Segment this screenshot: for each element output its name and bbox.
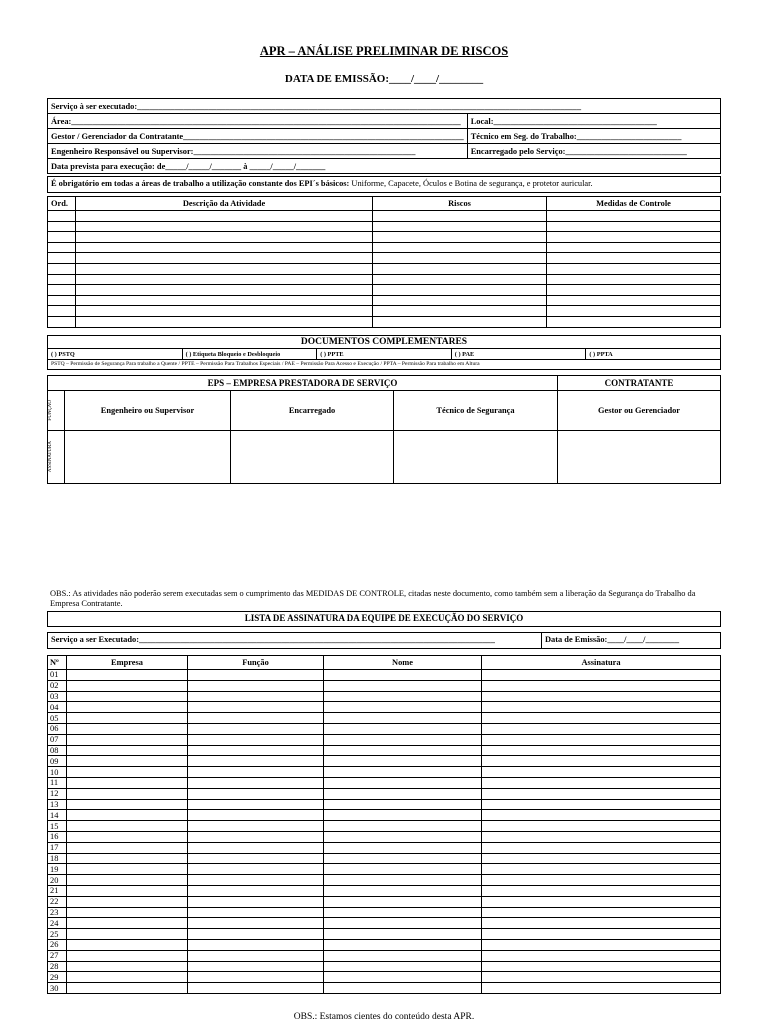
team-row-number: 22 — [48, 896, 67, 907]
manager-field[interactable]: Gestor / Gerenciador da Contratante___________________________________________________________________ — [48, 129, 468, 144]
doc-option-ppta[interactable]: ( ) PPTA — [589, 351, 613, 358]
team-cell[interactable] — [188, 929, 324, 940]
activity-cell[interactable] — [373, 211, 547, 222]
team-row-number: 20 — [48, 875, 67, 886]
area-field[interactable]: Área:_____________________________________________________________________________________________ — [48, 114, 468, 129]
activity-cell[interactable] — [373, 285, 547, 296]
team-cell[interactable] — [188, 734, 324, 745]
safety-tech-field[interactable]: Técnico em Seg. do Trabalho:_________________________ — [467, 129, 720, 144]
team-cell[interactable] — [324, 929, 482, 940]
signature-engineer[interactable] — [65, 431, 231, 484]
activity-cell[interactable] — [76, 242, 373, 253]
activity-cell[interactable] — [76, 221, 373, 232]
team-cell[interactable] — [67, 950, 188, 961]
team-row — [48, 702, 721, 713]
activity-cell[interactable] — [76, 211, 373, 222]
header-table — [47, 98, 721, 174]
activity-cell[interactable] — [547, 221, 721, 232]
col-number: Nº — [48, 656, 67, 670]
team-cell[interactable] — [188, 745, 324, 756]
team-row — [48, 831, 721, 842]
team-row-number: 21 — [48, 885, 67, 896]
activity-cell[interactable] — [76, 253, 373, 264]
local-field[interactable]: Local:_______________________________________ — [467, 114, 720, 129]
team-cell[interactable] — [188, 864, 324, 875]
team-row — [48, 723, 721, 734]
team-cell[interactable] — [188, 983, 324, 994]
team-cell[interactable] — [482, 972, 721, 983]
funcao-label: FUNÇÃO — [48, 400, 53, 421]
activity-cell[interactable] — [48, 221, 76, 232]
activity-row — [48, 295, 721, 306]
team-cell[interactable] — [188, 691, 324, 702]
team-cell[interactable] — [67, 907, 188, 918]
team-cell[interactable] — [482, 907, 721, 918]
team-cell[interactable] — [67, 767, 188, 778]
activity-row — [48, 274, 721, 285]
team-cell[interactable] — [67, 734, 188, 745]
team-row — [48, 745, 721, 756]
team-cell[interactable] — [67, 788, 188, 799]
team-cell[interactable] — [324, 777, 482, 788]
activity-row — [48, 316, 721, 327]
team-row — [48, 918, 721, 929]
team-row — [48, 853, 721, 864]
col-ord: Ord. — [48, 197, 76, 211]
team-row — [48, 875, 721, 886]
team-row — [48, 799, 721, 810]
team-row — [48, 972, 721, 983]
team-cell[interactable] — [188, 950, 324, 961]
team-cell[interactable] — [188, 831, 324, 842]
role-safety-tech: Técnico de Segurança — [394, 391, 558, 431]
team-cell[interactable] — [324, 767, 482, 778]
team-row — [48, 680, 721, 691]
team-cell[interactable] — [67, 885, 188, 896]
team-row — [48, 950, 721, 961]
team-row-number: 10 — [48, 767, 67, 778]
team-cell[interactable] — [67, 939, 188, 950]
team-cell[interactable] — [324, 745, 482, 756]
role-foreman: Encarregado — [231, 391, 394, 431]
col-function: Função — [188, 656, 324, 670]
team-cell[interactable] — [324, 853, 482, 864]
team-cell[interactable] — [324, 842, 482, 853]
team-row-number: 16 — [48, 831, 67, 842]
team-cell[interactable] — [482, 831, 721, 842]
team-row — [48, 713, 721, 724]
doc-option-ppte[interactable]: ( ) PPTE — [317, 349, 452, 359]
activity-cell[interactable] — [48, 306, 76, 317]
team-list-title: LISTA DE ASSINATURA DA EQUIPE DE EXECUÇÃO DO SERVIÇO — [47, 611, 721, 627]
team-cell[interactable] — [67, 680, 188, 691]
team-cell[interactable] — [188, 875, 324, 886]
team-cell[interactable] — [324, 713, 482, 724]
team-cell[interactable] — [482, 918, 721, 929]
activity-cell[interactable] — [48, 242, 76, 253]
activity-cell[interactable] — [547, 295, 721, 306]
col-name: Nome — [324, 656, 482, 670]
doc-option-pae[interactable]: ( ) PAE — [452, 349, 587, 359]
activity-cell[interactable] — [76, 263, 373, 274]
team-cell[interactable] — [482, 680, 721, 691]
team-cell[interactable] — [67, 713, 188, 724]
col-description: Descrição da Atividade — [76, 197, 373, 211]
team-cell[interactable] — [324, 734, 482, 745]
team-cell[interactable] — [188, 853, 324, 864]
team-cell[interactable] — [324, 864, 482, 875]
activity-cell[interactable] — [48, 253, 76, 264]
team-cell[interactable] — [188, 680, 324, 691]
contratante-title: CONTRATANTE — [558, 376, 721, 391]
team-cell[interactable] — [482, 864, 721, 875]
team-cell[interactable] — [67, 799, 188, 810]
team-row — [48, 788, 721, 799]
team-table — [47, 655, 721, 994]
team-cell[interactable] — [482, 670, 721, 681]
team-cell[interactable] — [324, 799, 482, 810]
activity-cell[interactable] — [373, 242, 547, 253]
team-cell[interactable] — [67, 745, 188, 756]
team-cell[interactable] — [324, 680, 482, 691]
team-date-field[interactable]: Data de Emissão:____/____/________ — [545, 635, 679, 644]
planned-date-field[interactable]: Data prevista para execução: de_____/_____/_______ à _____/_____/_______ — [48, 159, 721, 174]
team-cell[interactable] — [67, 723, 188, 734]
team-cell[interactable] — [188, 821, 324, 832]
team-cell[interactable] — [188, 767, 324, 778]
team-cell[interactable] — [67, 670, 188, 681]
activity-row — [48, 285, 721, 296]
team-cell[interactable] — [482, 853, 721, 864]
team-row-number: 26 — [48, 939, 67, 950]
activity-cell[interactable] — [48, 232, 76, 243]
team-row-number: 06 — [48, 723, 67, 734]
team-cell[interactable] — [67, 821, 188, 832]
activity-cell[interactable] — [373, 306, 547, 317]
activity-cell[interactable] — [373, 316, 547, 327]
team-cell[interactable] — [482, 929, 721, 940]
activity-cell[interactable] — [48, 285, 76, 296]
team-cell[interactable] — [67, 702, 188, 713]
documents-title: DOCUMENTOS COMPLEMENTARES — [48, 336, 720, 349]
team-row-number: 09 — [48, 756, 67, 767]
activity-cell[interactable] — [547, 263, 721, 274]
activity-cell[interactable] — [76, 306, 373, 317]
activity-cell[interactable] — [547, 232, 721, 243]
team-row-number: 05 — [48, 713, 67, 724]
team-row — [48, 777, 721, 788]
activity-row — [48, 211, 721, 222]
activity-cell[interactable] — [48, 263, 76, 274]
team-row — [48, 767, 721, 778]
team-cell[interactable] — [188, 702, 324, 713]
team-row — [48, 885, 721, 896]
team-cell[interactable] — [188, 907, 324, 918]
team-row-number: 15 — [48, 821, 67, 832]
team-cell[interactable] — [482, 745, 721, 756]
team-cell[interactable] — [324, 896, 482, 907]
team-row-number: 24 — [48, 918, 67, 929]
team-cell[interactable] — [324, 961, 482, 972]
activity-cell[interactable] — [48, 295, 76, 306]
service-field[interactable]: Serviço à ser executado:__________________________________________________________________________________________________________ — [48, 99, 721, 114]
activity-cell[interactable] — [373, 295, 547, 306]
activity-cell[interactable] — [48, 211, 76, 222]
team-row — [48, 907, 721, 918]
team-row — [48, 896, 721, 907]
team-cell[interactable] — [188, 939, 324, 950]
doc-option-lockout[interactable]: ( ) Etiqueta Bloqueio e Desbloqueio — [183, 349, 318, 359]
team-cell[interactable] — [482, 713, 721, 724]
role-engineer: Engenheiro ou Supervisor — [65, 391, 231, 431]
team-cell[interactable] — [324, 756, 482, 767]
team-cell[interactable] — [482, 983, 721, 994]
team-cell[interactable] — [188, 842, 324, 853]
team-cell[interactable] — [324, 670, 482, 681]
epi-notice: É obrigatório em todas a áreas de trabalho a utilização constante dos EPI´s básicos: Uniforme, Capacete, Óculos e Botina de segurança, e protetor auricular. — [47, 176, 721, 193]
team-cell[interactable] — [482, 788, 721, 799]
activity-cell[interactable] — [373, 232, 547, 243]
team-cell[interactable] — [67, 875, 188, 886]
role-manager: Gestor ou Gerenciador — [558, 391, 721, 431]
team-cell[interactable] — [188, 777, 324, 788]
team-row — [48, 691, 721, 702]
signature-manager[interactable] — [558, 431, 721, 484]
team-cell[interactable] — [324, 723, 482, 734]
activity-cell[interactable] — [547, 253, 721, 264]
team-cell[interactable] — [482, 756, 721, 767]
team-cell[interactable] — [188, 896, 324, 907]
team-cell[interactable] — [324, 702, 482, 713]
col-company: Empresa — [67, 656, 188, 670]
team-cell[interactable] — [482, 723, 721, 734]
activities-table — [47, 196, 721, 328]
team-row-number: 08 — [48, 745, 67, 756]
team-cell[interactable] — [324, 972, 482, 983]
team-cell[interactable] — [67, 864, 188, 875]
team-cell[interactable] — [324, 939, 482, 950]
team-cell[interactable] — [482, 842, 721, 853]
team-cell[interactable] — [188, 885, 324, 896]
activity-cell[interactable] — [76, 285, 373, 296]
team-cell[interactable] — [188, 723, 324, 734]
eps-title: EPS – EMPRESA PRESTADORA DE SERVIÇO — [48, 376, 558, 391]
team-cell[interactable] — [482, 767, 721, 778]
team-cell[interactable] — [67, 896, 188, 907]
col-signature: Assinatura — [482, 656, 721, 670]
team-cell[interactable] — [188, 799, 324, 810]
activity-cell[interactable] — [373, 274, 547, 285]
team-row-number: 12 — [48, 788, 67, 799]
activity-row — [48, 253, 721, 264]
activity-row — [48, 232, 721, 243]
team-cell[interactable] — [67, 972, 188, 983]
team-row-number: 14 — [48, 810, 67, 821]
team-cell[interactable] — [188, 918, 324, 929]
team-cell[interactable] — [482, 691, 721, 702]
team-cell[interactable] — [67, 777, 188, 788]
team-cell[interactable] — [482, 702, 721, 713]
activity-cell[interactable] — [547, 306, 721, 317]
team-cell[interactable] — [188, 961, 324, 972]
team-cell[interactable] — [482, 939, 721, 950]
activity-cell[interactable] — [373, 263, 547, 274]
team-row — [48, 961, 721, 972]
activity-row — [48, 221, 721, 232]
team-cell[interactable] — [324, 885, 482, 896]
team-row-number: 01 — [48, 670, 67, 681]
activity-cell[interactable] — [76, 316, 373, 327]
team-cell[interactable] — [188, 972, 324, 983]
activity-cell[interactable] — [547, 285, 721, 296]
team-row-number: 28 — [48, 961, 67, 972]
activity-cell[interactable] — [76, 232, 373, 243]
team-cell[interactable] — [482, 810, 721, 821]
col-controls: Medidas de Controle — [547, 197, 721, 211]
activity-cell[interactable] — [373, 253, 547, 264]
team-row — [48, 929, 721, 940]
team-cell[interactable] — [482, 875, 721, 886]
team-cell[interactable] — [324, 810, 482, 821]
team-cell[interactable] — [324, 875, 482, 886]
team-row-number: 19 — [48, 864, 67, 875]
activity-cell[interactable] — [547, 211, 721, 222]
team-cell[interactable] — [67, 853, 188, 864]
team-cell[interactable] — [67, 831, 188, 842]
team-row-number: 30 — [48, 983, 67, 994]
engineer-field[interactable]: Engenheiro Responsável ou Supervisor:_____________________________________________________ — [48, 144, 468, 159]
team-cell[interactable] — [324, 831, 482, 842]
team-cell[interactable] — [188, 810, 324, 821]
team-cell[interactable] — [67, 929, 188, 940]
complementary-documents — [47, 335, 721, 370]
team-row — [48, 734, 721, 745]
team-cell[interactable] — [482, 950, 721, 961]
emission-date: DATA DE EMISSÃO:____/____/________ — [284, 73, 484, 85]
assinatura-label: ASSINATURA — [48, 441, 53, 473]
team-cell[interactable] — [67, 842, 188, 853]
activity-row — [48, 263, 721, 274]
team-row — [48, 983, 721, 994]
team-cell[interactable] — [324, 691, 482, 702]
page-title: APR – ANÁLISE PRELIMINAR DE RISCOS — [259, 44, 509, 58]
obs-bottom: OBS.: Estamos cientes do conteúdo desta APR. — [293, 1012, 475, 1022]
team-row-number: 03 — [48, 691, 67, 702]
team-row — [48, 864, 721, 875]
activity-cell[interactable] — [48, 316, 76, 327]
activity-row — [48, 306, 721, 317]
team-cell[interactable] — [67, 918, 188, 929]
team-row-number: 27 — [48, 950, 67, 961]
activity-cell[interactable] — [48, 274, 76, 285]
doc-option-pstq[interactable]: ( ) PSTQ — [48, 349, 183, 359]
col-risks: Riscos — [373, 197, 547, 211]
activity-cell[interactable] — [76, 274, 373, 285]
activity-cell[interactable] — [76, 295, 373, 306]
signatures-table — [47, 375, 721, 484]
activity-cell[interactable] — [373, 221, 547, 232]
activity-cell[interactable] — [547, 316, 721, 327]
team-cell[interactable] — [324, 907, 482, 918]
activity-row — [48, 242, 721, 253]
team-cell[interactable] — [324, 821, 482, 832]
team-row-number: 18 — [48, 853, 67, 864]
team-row — [48, 939, 721, 950]
obs-top: OBS.: As atividades não poderão serem executadas sem o cumprimento das MEDIDAS DE CONTROLE, citadas neste documento, como também sem a liberação da Segurança do Trabalho da Empresa Contratante. — [50, 589, 696, 608]
team-cell[interactable] — [482, 734, 721, 745]
team-cell[interactable] — [188, 670, 324, 681]
team-row-number: 04 — [48, 702, 67, 713]
team-cell[interactable] — [188, 756, 324, 767]
team-row-number: 11 — [48, 777, 67, 788]
team-cell[interactable] — [188, 713, 324, 724]
team-cell[interactable] — [324, 983, 482, 994]
team-cell[interactable] — [482, 799, 721, 810]
team-cell[interactable] — [482, 896, 721, 907]
team-cell[interactable] — [188, 788, 324, 799]
team-row — [48, 842, 721, 853]
team-row-number: 02 — [48, 680, 67, 691]
team-cell[interactable] — [67, 756, 188, 767]
team-cell[interactable] — [324, 918, 482, 929]
team-cell[interactable] — [324, 788, 482, 799]
team-row — [48, 756, 721, 767]
activity-cell[interactable] — [547, 242, 721, 253]
team-row — [48, 821, 721, 832]
team-cell[interactable] — [67, 810, 188, 821]
foreman-field[interactable]: Encarregado pelo Serviço:_____________________________ — [467, 144, 720, 159]
team-cell[interactable] — [482, 821, 721, 832]
team-row-number: 13 — [48, 799, 67, 810]
team-row-number: 17 — [48, 842, 67, 853]
team-row-number: 07 — [48, 734, 67, 745]
team-row-number: 29 — [48, 972, 67, 983]
team-service-row — [47, 632, 721, 649]
team-cell[interactable] — [324, 950, 482, 961]
signature-safety-tech[interactable] — [394, 431, 558, 484]
team-row-number: 25 — [48, 929, 67, 940]
team-cell[interactable] — [482, 777, 721, 788]
team-cell[interactable] — [67, 691, 188, 702]
activity-cell[interactable] — [547, 274, 721, 285]
team-cell[interactable] — [67, 983, 188, 994]
team-row-number: 23 — [48, 907, 67, 918]
team-service-field[interactable]: Serviço a ser Executado:_____________________________________________________________________________________ — [48, 633, 542, 648]
team-cell[interactable] — [67, 961, 188, 972]
documents-legend: PSTQ – Permissão de Segurança Para trabalho a Quente / PPTE – Permissão Para Trabalhos Especiais / PAE – Permissão Para Acesso e Execução / PPTA – Permissão Para trabalho em Altura — [51, 361, 480, 367]
team-cell[interactable] — [482, 885, 721, 896]
team-cell[interactable] — [482, 961, 721, 972]
team-row — [48, 810, 721, 821]
signature-foreman[interactable] — [231, 431, 394, 484]
team-row — [48, 670, 721, 681]
